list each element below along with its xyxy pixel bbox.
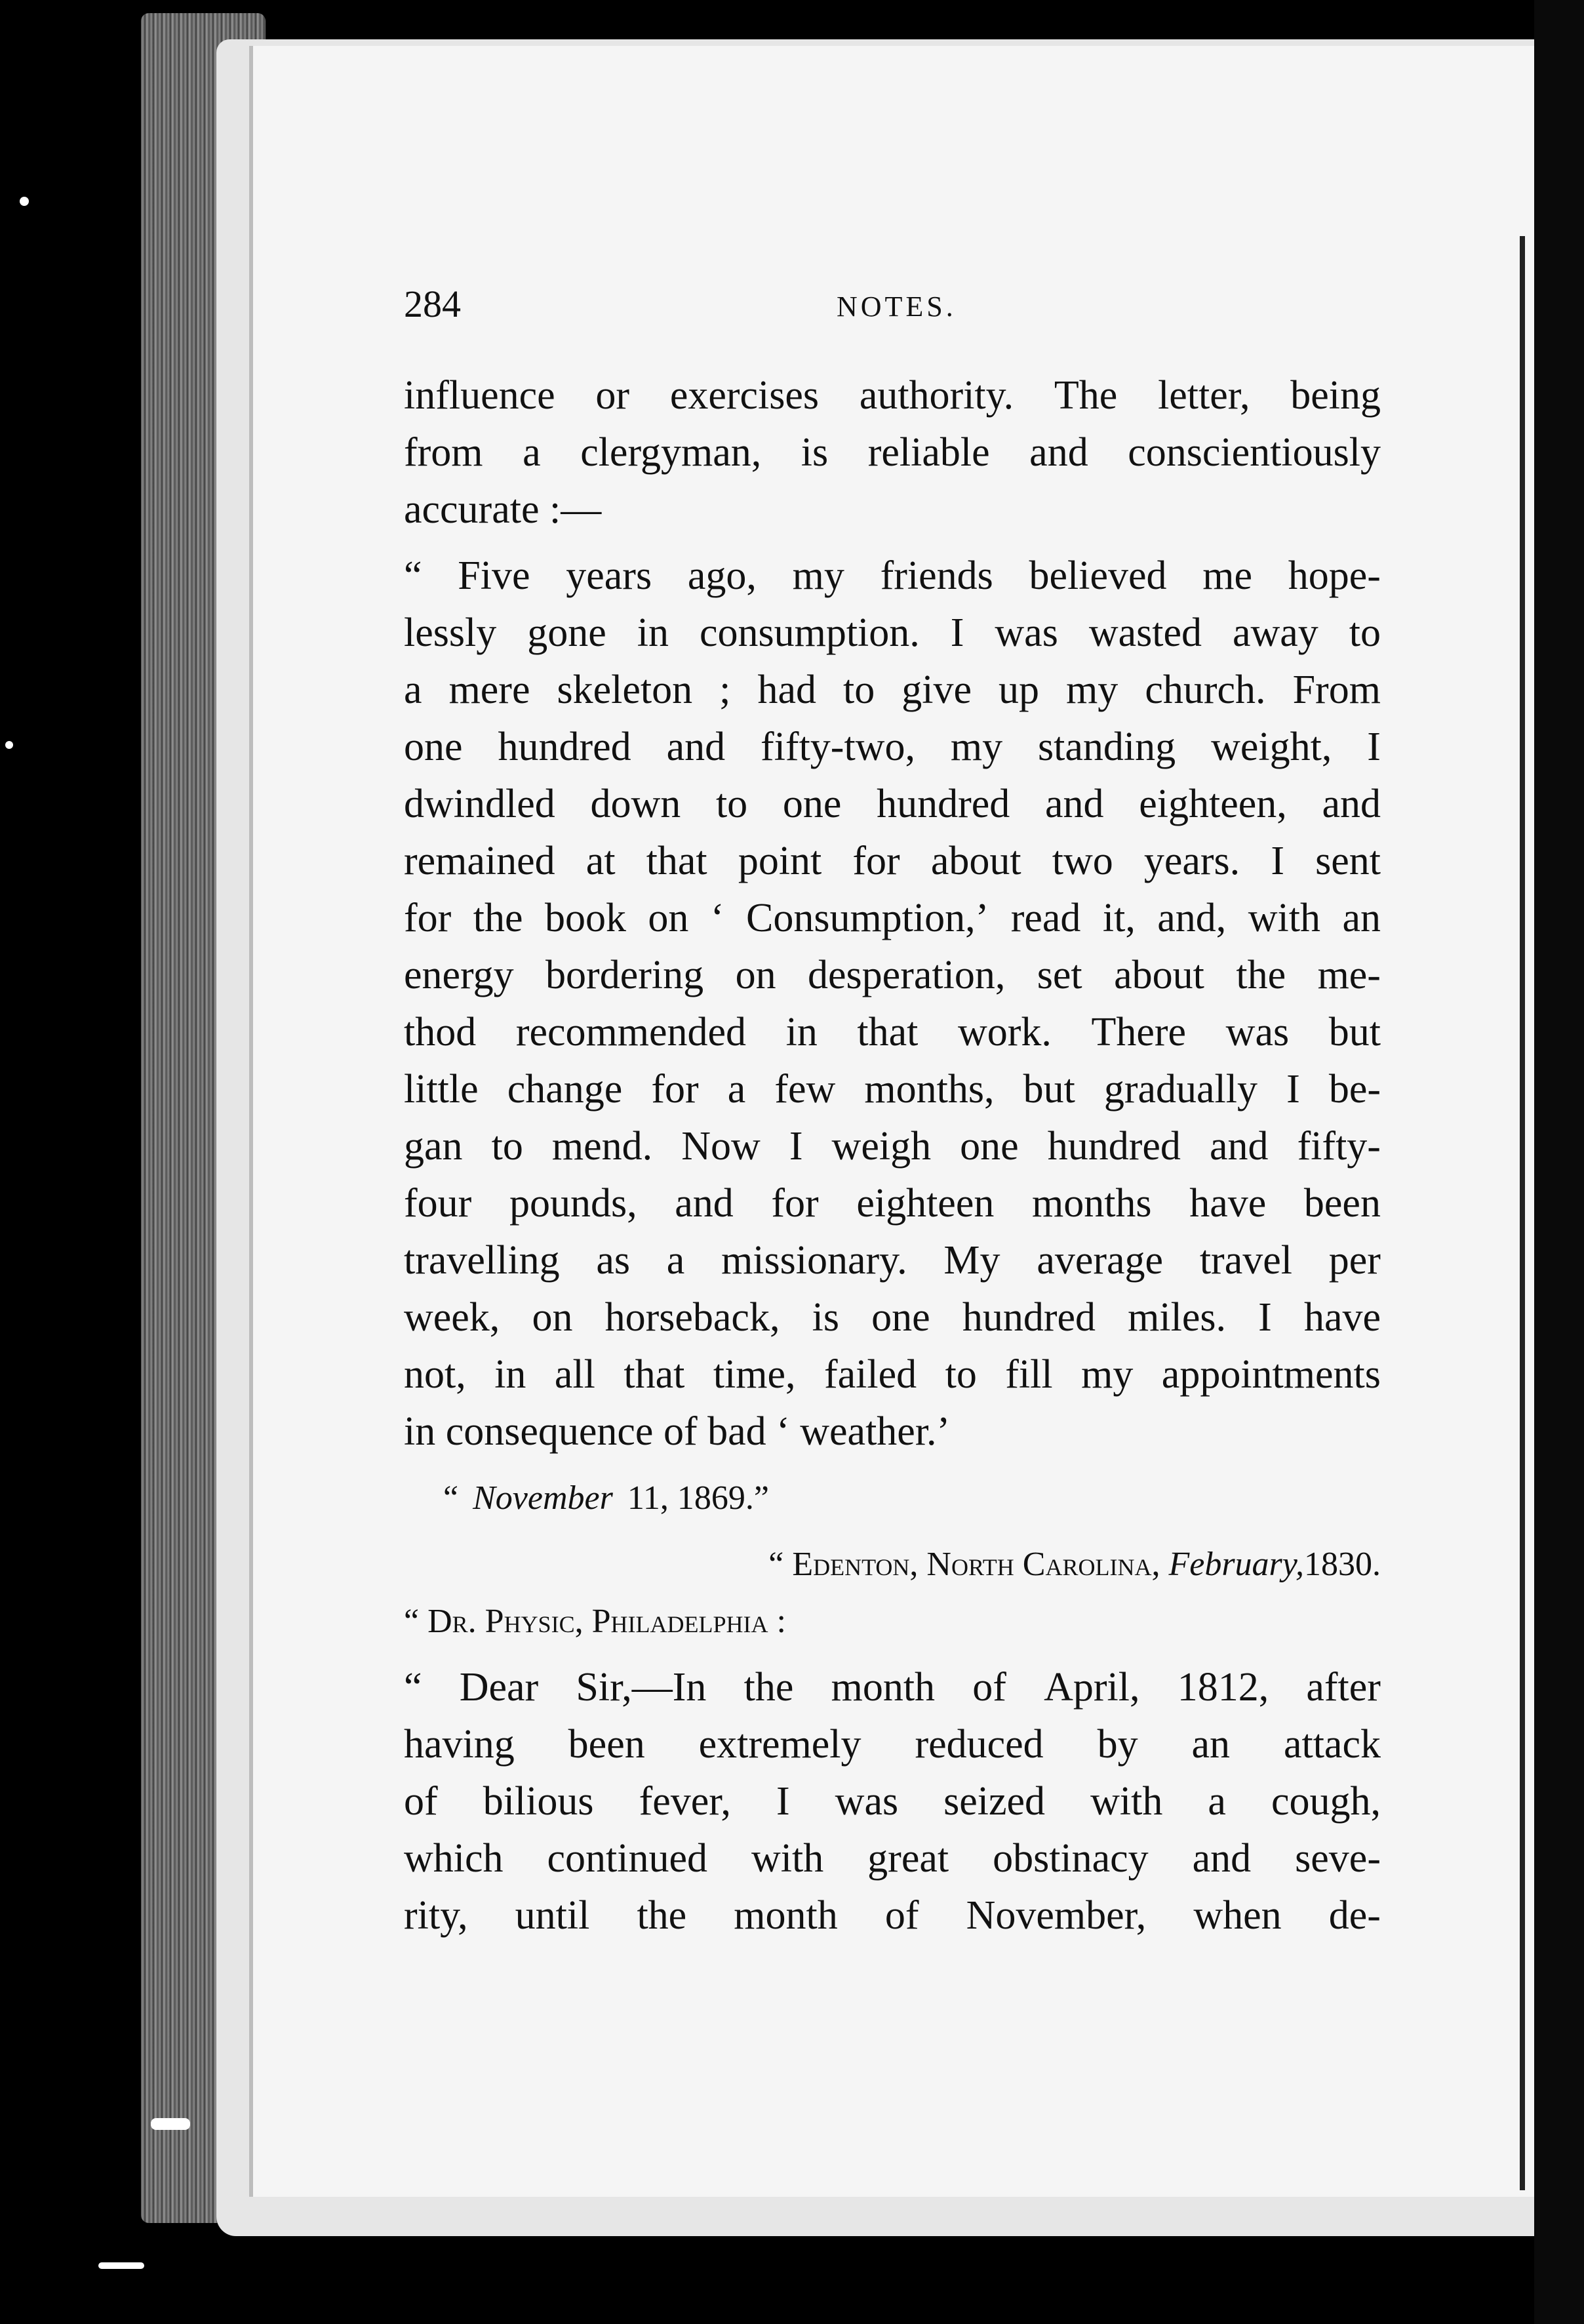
text-line: “ Dear Sir,—In the month of April, 1812, after	[404, 1665, 1381, 1710]
date-month: November	[473, 1479, 613, 1517]
letter-place	[404, 1536, 1381, 1593]
text-line: accurate :—	[404, 487, 602, 532]
scan-border	[1534, 0, 1584, 2324]
page-number: 284	[404, 283, 461, 325]
text-line: energy bordering on desperation, set about the me-	[404, 953, 1381, 997]
text-line: remained at that point for about two years. I sent	[404, 839, 1381, 883]
text-line: one hundred and fifty-two, my standing weight, I	[404, 725, 1381, 769]
letter-date	[404, 1470, 1381, 1527]
text-line: from a clergyman, is reliable and conscientiously	[404, 430, 1381, 475]
dust-speck	[5, 741, 13, 749]
text-line: influence or exercises authority. The letter, being	[404, 373, 1381, 418]
paragraph-quote	[404, 548, 1381, 1460]
dust-speck	[151, 2118, 190, 2130]
text-line: lessly gone in consumption. I was wasted away to	[404, 611, 1381, 655]
gutter-line	[1520, 236, 1525, 2190]
text-line: thod recommended in that work. There was but	[404, 1010, 1381, 1054]
page-body	[404, 367, 1381, 1944]
text-line: a mere skeleton ; had to give up my church. From	[404, 668, 1381, 712]
text-line: in consequence of bad ‘ weather.’	[404, 1409, 951, 1454]
place-year: 1830.	[1304, 1546, 1381, 1583]
page-header	[404, 282, 1381, 328]
text-line: for the book on ‘ Consumption,’ read it, and, with an	[404, 896, 1381, 940]
text-line: rity, until the month of November, when de-	[404, 1893, 1381, 1938]
letter-address: “ Dr. Physic, Philadelphia :	[404, 1603, 786, 1640]
text-line: which continued with great obstinacy and seve-	[404, 1836, 1381, 1881]
text-line: of bilious fever, I was seized with a cough,	[404, 1779, 1381, 1824]
text-line: week, on horseback, is one hundred miles. I have	[404, 1295, 1381, 1340]
running-head: NOTES.	[837, 290, 957, 323]
dust-speck	[20, 197, 29, 206]
date-rest: 11, 1869.”	[627, 1479, 769, 1517]
text-line: little change for a few months, but gradually I be-	[404, 1067, 1381, 1112]
place-month: February,	[1168, 1546, 1304, 1583]
text-line: four pounds, and for eighteen months have been	[404, 1181, 1381, 1226]
date-open-quote: “	[443, 1479, 459, 1517]
text-line: travelling as a missionary. My average travel per	[404, 1238, 1381, 1283]
paragraph-letter	[404, 1659, 1381, 1944]
dust-speck	[98, 2262, 144, 2269]
text-line: “ Five years ago, my friends believed me hope-	[404, 553, 1381, 598]
text-line: gan to mend. Now I weigh one hundred and fifty-	[404, 1124, 1381, 1169]
text-line: having been extremely reduced by an attack	[404, 1722, 1381, 1767]
place-name: “ Edenton, North Carolina,	[768, 1546, 1160, 1583]
paragraph-intro	[404, 367, 1381, 538]
text-line: dwindled down to one hundred and eighteen, and	[404, 782, 1381, 826]
text-line: not, in all that time, failed to fill my appointments	[404, 1352, 1381, 1397]
